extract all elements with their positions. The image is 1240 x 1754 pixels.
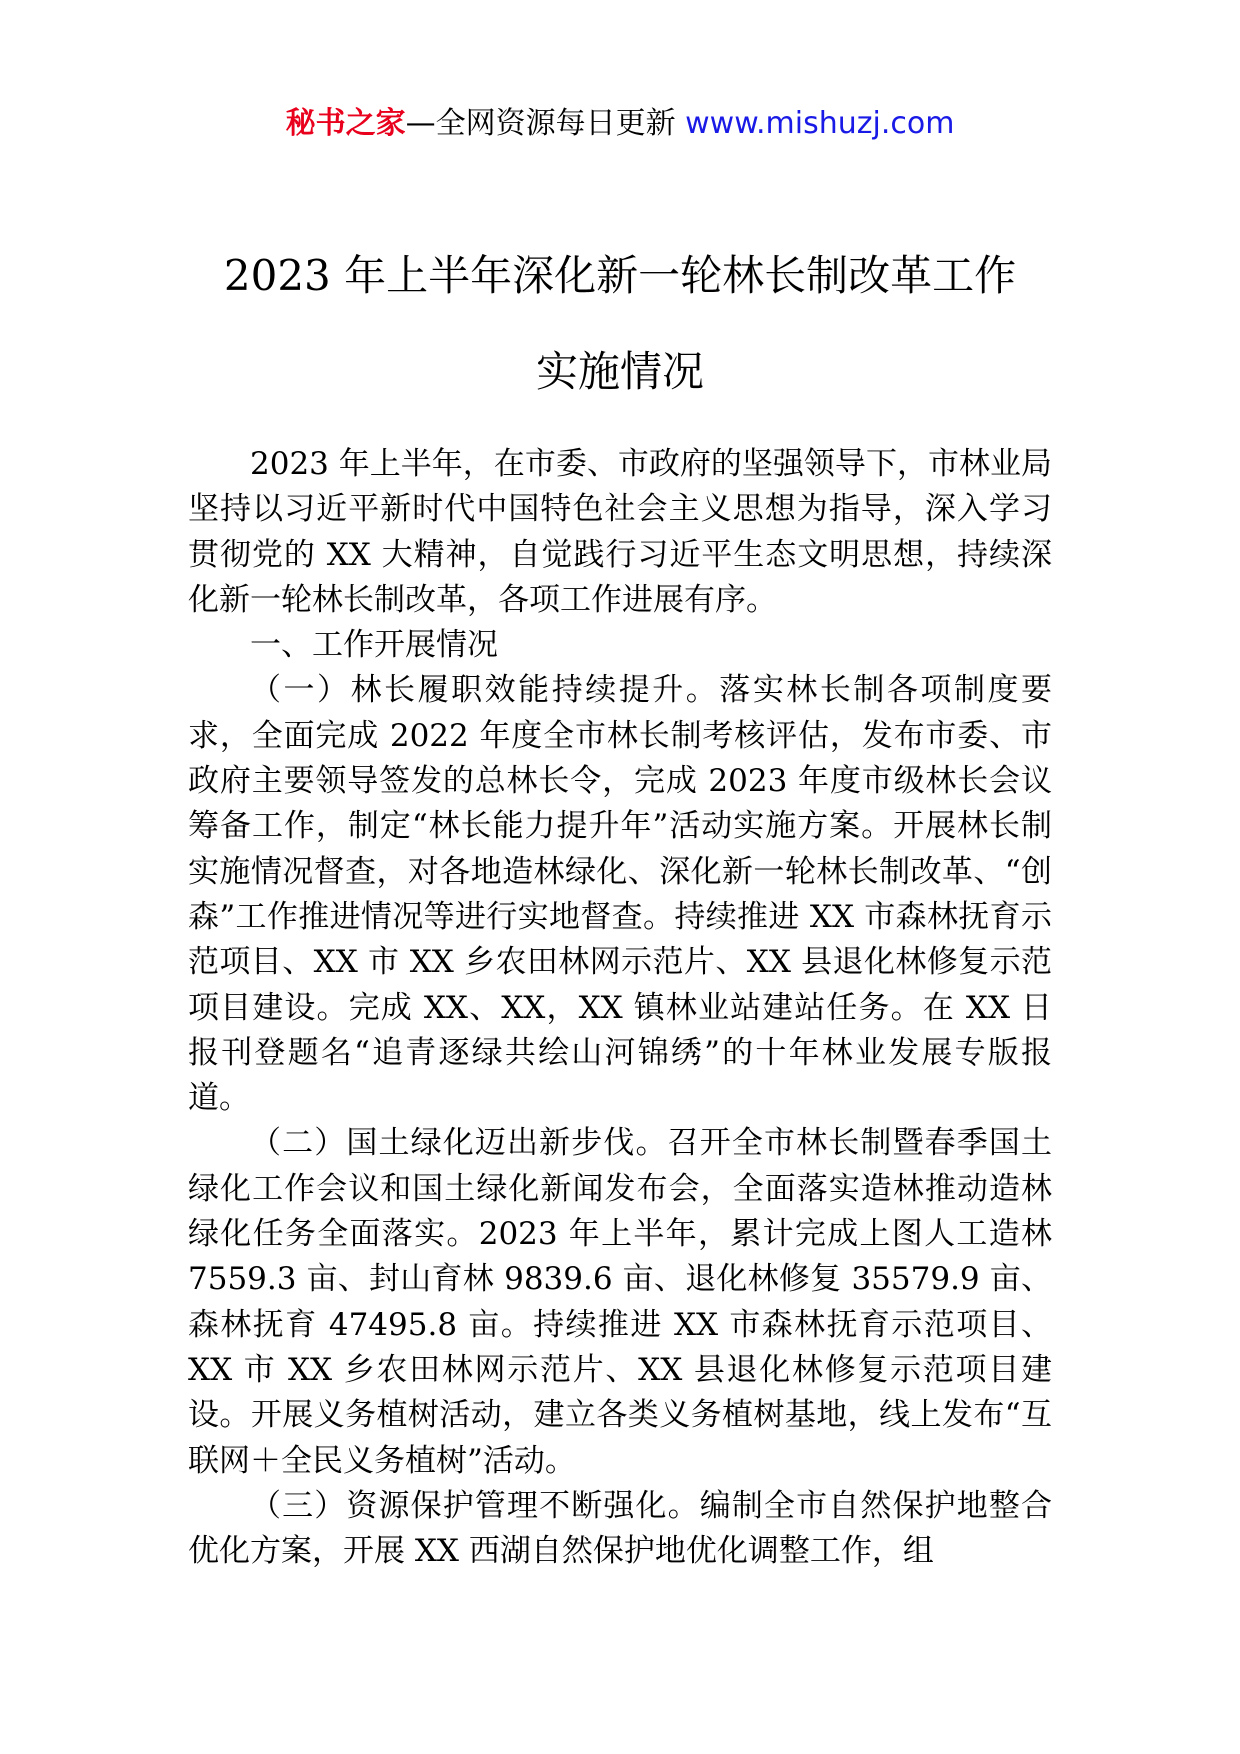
site-url-link[interactable]: www.mishuzj.com	[685, 106, 955, 141]
section-heading: 一、工作开展情况	[250, 627, 498, 664]
document-body	[188, 442, 1052, 1574]
body-paragraph: （二）国土绿化迈出新步伐。召开全市林长制暨春季国土绿化工作会议和国土绿化新闻发布会，全面落实造林推动造林绿化任务全面落实。2023 年上半年，累计完成上图人工造林 7559.3 亩、封山育林 9839.6 亩、退化林修复 35579.9 亩、森林抚育 47495.8 亩。持续推进 XX 市森林抚育示范项目、XX 市 XX 乡农田林网示范片、XX 县退化林修复示范项目建设。开展义务植树活动，建立各类义务植树基地，线上发布“互联网＋全民义务植树”活动。	[188, 1125, 1052, 1479]
body-paragraph: （一）林长履职效能持续提升。落实林长制各项制度要求，全面完成 2022 年度全市林长制考核评估，发布市委、市政府主要领导签发的总林长令，完成 2023 年度市级林长会议筹备工作，制定“林长能力提升年”活动实施方案。开展林长制实施情况督查，对各地造林绿化、深化新一轮林长制改革、“创森”工作推进情况等进行实地督查。持续推进 XX 市森林抚育示范项目、XX 市 XX 乡农田林网示范片、XX 县退化林修复示范项目建设。完成 XX、XX，XX 镇林业站建站任务。在 XX 日报刊登题名“追青逐绿共绘山河锦绣”的十年林业发展专版报道。	[188, 672, 1052, 1117]
brand-name: 秘书之家	[285, 106, 406, 141]
document-title	[190, 228, 1050, 420]
body-paragraph: （三）资源保护管理不断强化。编制全市自然保护地整合优化方案，开展 XX 西湖自然保护地优化调整工作，组	[188, 1487, 1052, 1570]
header-slogan: —全网资源每日更新	[405, 106, 676, 141]
document-title-line-2: 实施情况	[535, 347, 704, 396]
document-title-line-1: 2023 年上半年深化新一轮林长制改革工作	[223, 251, 1017, 300]
page-header	[0, 100, 1240, 148]
intro-paragraph: 2023 年上半年，在市委、市政府的坚强领导下，市林业局坚持以习近平新时代中国特色社会主义思想为指导，深入学习贯彻党的 XX 大精神，自觉践行习近平生态文明思想，持续深化新一轮林长制改革，各项工作进展有序。	[188, 446, 1052, 618]
